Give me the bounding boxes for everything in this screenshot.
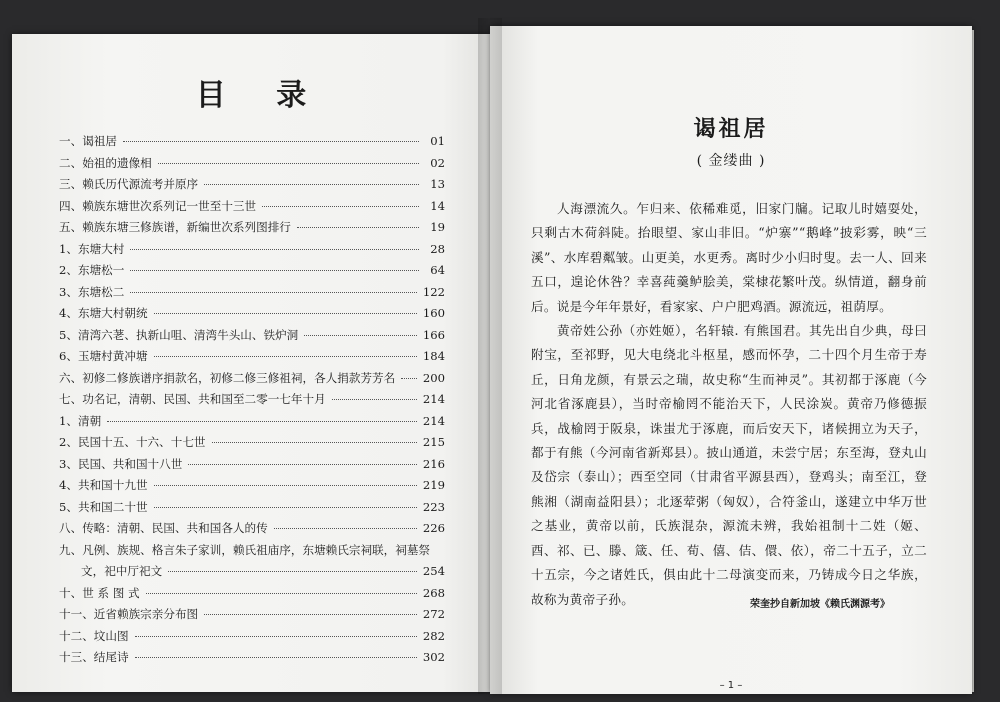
left-page-table-of-contents bbox=[12, 34, 490, 692]
toc-entry-title: 1、清朝 bbox=[59, 413, 102, 428]
toc-leader-dots bbox=[154, 485, 417, 486]
toc-leader-dots bbox=[274, 528, 417, 529]
toc-page-number: 254 bbox=[422, 564, 445, 578]
poem-subtitle: ( 金缕曲 ) bbox=[696, 153, 766, 169]
toc-leader-dots bbox=[154, 356, 417, 357]
toc-page-number: 214 bbox=[422, 392, 445, 406]
toc-entry-title: 1、东塘大村 bbox=[59, 241, 125, 256]
toc-page-number: 223 bbox=[422, 499, 445, 514]
toc-entry bbox=[59, 325, 445, 347]
toc-leader-dots bbox=[130, 270, 419, 271]
toc-entry bbox=[59, 647, 445, 669]
toc-entry bbox=[59, 239, 445, 261]
toc-page-number: 184 bbox=[422, 349, 445, 363]
toc-page-number: 302 bbox=[422, 650, 445, 664]
toc-entry bbox=[59, 368, 445, 390]
toc-entry-title: 九、凡例、族规、格言朱子家训，赖氏祖庙序，东塘赖氏宗祠联，祠墓祭 bbox=[59, 542, 431, 557]
toc-page-number: 272 bbox=[422, 607, 445, 621]
toc-entry bbox=[59, 583, 445, 605]
toc-entry-title: 十、世 系 图 式 bbox=[59, 585, 140, 600]
toc-leader-dots bbox=[332, 399, 417, 400]
toc-entry-title: 2、东塘松一 bbox=[59, 263, 125, 277]
toc-page-number: 01 bbox=[430, 134, 445, 148]
poem-paragraph: 人海漂流久。乍归来、依稀难觅，旧家门牖。记取儿时嬉耍处，只剩古木荷斜陡。抬眼望、家山非旧。“炉寨”“鹅峰”披彩雾，映“三溪”、水库碧粼皱。山更美，水更秀。离时少小归时叟。去一人、回来五口，遑论休咎？幸喜莼羹鲈脍美，棠棣花繁叶茂。纵情道，翻身前后。说是今年年景好，看家家、户户肥鸡酒。源流远，祖荫厚。 bbox=[531, 201, 927, 314]
toc-page-number: 13 bbox=[430, 177, 445, 191]
history-paragraph: 黄帝姓公孙（亦姓姬），名轩辕. 有熊国君。其先出自少典，母曰附宝，至祁野，见大电绕北斗枢星，感而怀孕，二十四个月生帝于寿丘，日角龙颜，有景云之瑞，故史称“生而神灵”。其初都于涿鹿（今河北省涿鹿县），当时帝榆罔不能治天下，人民涂炭。黄帝乃修德振兵，战榆罔于阪泉，诛蚩尤于涿鹿，而后安天下，诸候拥立为天子，都于有熊（今河南省新郑县）。披山通道，未尝宁居；东至海，登丸山及岱宗（泰山）；西至空同（甘肃省平源县西），登鸡头；南至江，登熊湘（湖南益阳县）；北逐荤粥（匈奴），合符釜山，遂建立中华万世之基业，黄帝以前，氏族混杂，源流未辨，我始祖制十二姓（姬、酉、祁、已、滕、箴、任、荀、僖、佶、儇、依），帝二十五子，立二十五宗，今之诸姓氏，俱由此十二母演变而来，乃铸成今日之华族，故称为黄帝子孙。 bbox=[531, 323, 927, 607]
toc-page-number: 19 bbox=[430, 220, 445, 234]
toc-leader-dots bbox=[158, 163, 419, 164]
toc-entry bbox=[59, 626, 445, 648]
toc-leader-dots bbox=[168, 571, 417, 572]
toc-entry bbox=[59, 497, 445, 519]
toc-entry bbox=[59, 411, 445, 433]
toc-leader-dots bbox=[146, 593, 417, 594]
toc-entry-title: 五、赖族东塘三修族谱，新编世次系列图排行 bbox=[59, 220, 291, 234]
toc-list bbox=[59, 131, 445, 669]
toc-entry bbox=[59, 303, 445, 325]
toc-entry-title: 七、功名记，清朝、民国、共和国至二零一七年十月 bbox=[59, 392, 326, 406]
toc-page-number: 219 bbox=[422, 478, 445, 492]
toc-leader-dots bbox=[135, 657, 417, 658]
toc-entry bbox=[59, 153, 445, 175]
toc-entry-title: 十二、坟山图 bbox=[59, 628, 129, 643]
toc-entry-title: 六、初修二修族谱序捐款名，初修二修三修祖祠，各人捐款芳芳名 bbox=[59, 370, 396, 385]
toc-leader-dots bbox=[107, 421, 417, 422]
toc-page-number: 268 bbox=[422, 585, 445, 600]
page-number: – 1 – bbox=[719, 680, 743, 691]
toc-page-number: 14 bbox=[430, 198, 445, 213]
toc-entry bbox=[59, 217, 445, 239]
toc-entry bbox=[59, 454, 445, 476]
toc-page-number: 226 bbox=[422, 521, 445, 535]
toc-leader-dots bbox=[130, 249, 419, 250]
toc-entry-title: 4、共和国十九世 bbox=[59, 478, 148, 492]
toc-leader-dots bbox=[212, 442, 417, 443]
toc-entry-title: 二、始祖的遗像相 bbox=[59, 155, 152, 170]
book-spine bbox=[478, 18, 502, 694]
toc-entry-title: 三、赖氏历代源流考并原序 bbox=[59, 177, 199, 191]
toc-leader-dots bbox=[135, 636, 417, 637]
toc-leader-dots bbox=[401, 378, 417, 379]
toc-entry bbox=[59, 282, 445, 304]
toc-entry-title: 5、清湾六荖、执新山咀、清湾牛头山、铁炉洞 bbox=[59, 327, 299, 342]
toc-leader-dots bbox=[188, 464, 417, 465]
toc-entry bbox=[59, 432, 445, 454]
toc-entry-title: 八、传略：清朝、民国、共和国各人的传 bbox=[59, 521, 268, 535]
toc-entry-title: 3、民国、共和国十八世 bbox=[59, 456, 183, 471]
toc-entry bbox=[59, 518, 445, 540]
toc-entry-title: 3、东塘松二 bbox=[59, 284, 125, 299]
toc-entry bbox=[59, 260, 445, 282]
toc-leader-dots bbox=[154, 507, 417, 508]
toc-leader-dots bbox=[130, 292, 417, 293]
toc-leader-dots bbox=[304, 335, 417, 336]
toc-leader-dots bbox=[204, 614, 417, 615]
toc-page-number: 214 bbox=[422, 413, 445, 428]
toc-page-number: 64 bbox=[430, 263, 445, 277]
toc-page-number: 02 bbox=[430, 155, 445, 170]
toc-page-number: 28 bbox=[430, 241, 445, 256]
poem-body bbox=[531, 197, 927, 612]
toc-page-number: 166 bbox=[422, 327, 445, 342]
toc-entry-title: 十一、近省赖族宗亲分布图 bbox=[59, 607, 199, 621]
toc-entry-title-continued: 文，祀中厅祀文 bbox=[81, 564, 163, 578]
toc-leader-dots bbox=[297, 227, 419, 228]
toc-entry-title: 一、谒祖居 bbox=[59, 134, 117, 148]
toc-entry-title: 2、民国十五、十六、十七世 bbox=[59, 435, 206, 449]
toc-leader-dots bbox=[154, 313, 417, 314]
toc-entry bbox=[59, 389, 445, 411]
toc-entry-title: 十三、结尾诗 bbox=[59, 650, 129, 664]
toc-heading: 目 录 bbox=[195, 78, 327, 113]
toc-leader-dots bbox=[262, 206, 419, 207]
toc-page-number: 282 bbox=[422, 628, 445, 643]
toc-entry bbox=[59, 174, 445, 196]
toc-entry bbox=[59, 540, 445, 583]
toc-entry bbox=[59, 475, 445, 497]
toc-entry bbox=[59, 131, 445, 153]
toc-entry-title: 4、东塘大村朝统 bbox=[59, 306, 148, 320]
toc-entry bbox=[59, 346, 445, 368]
toc-entry bbox=[59, 604, 445, 626]
poem-title: 谒祖居 bbox=[693, 116, 769, 142]
toc-page-number: 215 bbox=[422, 435, 445, 449]
toc-entry-title: 5、共和国二十世 bbox=[59, 499, 148, 514]
toc-page-number: 216 bbox=[422, 456, 445, 471]
toc-page-number: 200 bbox=[422, 370, 445, 385]
toc-page-number: 122 bbox=[422, 284, 445, 299]
toc-page-number: 160 bbox=[422, 306, 445, 320]
right-page-poem bbox=[490, 26, 972, 694]
toc-entry-title: 6、玉塘村黄冲塘 bbox=[59, 349, 148, 363]
source-credit: 荣奎抄自新加坡《赖氏渊源考》 bbox=[750, 599, 890, 610]
toc-entry bbox=[59, 196, 445, 218]
toc-leader-dots bbox=[204, 184, 419, 185]
toc-entry-title: 四、赖族东塘世次系列记一世至十三世 bbox=[59, 198, 257, 213]
toc-leader-dots bbox=[123, 141, 419, 142]
